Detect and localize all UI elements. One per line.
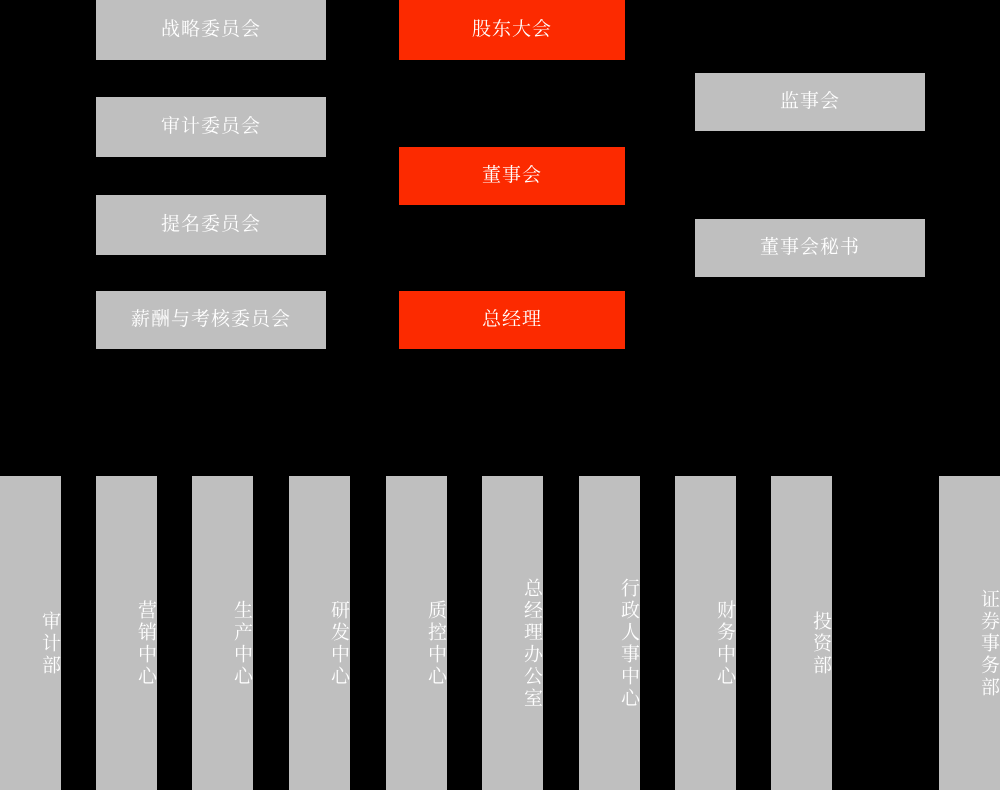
committees-node[interactable]: 战略委员会 xyxy=(96,0,326,60)
departments-node[interactable]: 研发中心 xyxy=(289,476,350,790)
departments-node[interactable]: 质控中心 xyxy=(386,476,447,790)
departments-node[interactable]: 审计部 xyxy=(0,476,61,790)
departments-node[interactable]: 总经理办公室 xyxy=(482,476,543,790)
committees-node[interactable]: 提名委员会 xyxy=(96,195,326,255)
departments-node[interactable]: 营销中心 xyxy=(96,476,157,790)
governance-node[interactable]: 股东大会 xyxy=(399,0,625,60)
departments-node[interactable]: 投资部 xyxy=(771,476,832,790)
departments-node[interactable]: 证券事务部 xyxy=(939,476,1000,790)
departments-node[interactable]: 生产中心 xyxy=(192,476,253,790)
committees-node[interactable]: 审计委员会 xyxy=(96,97,326,157)
supervisory-node[interactable]: 监事会 xyxy=(695,73,925,131)
departments-node[interactable]: 财务中心 xyxy=(675,476,736,790)
departments-node[interactable]: 行政人事中心 xyxy=(579,476,640,790)
committees-node[interactable]: 薪酬与考核委员会 xyxy=(96,291,326,349)
supervisory-node[interactable]: 董事会秘书 xyxy=(695,219,925,277)
governance-node[interactable]: 董事会 xyxy=(399,147,625,205)
governance-node[interactable]: 总经理 xyxy=(399,291,625,349)
